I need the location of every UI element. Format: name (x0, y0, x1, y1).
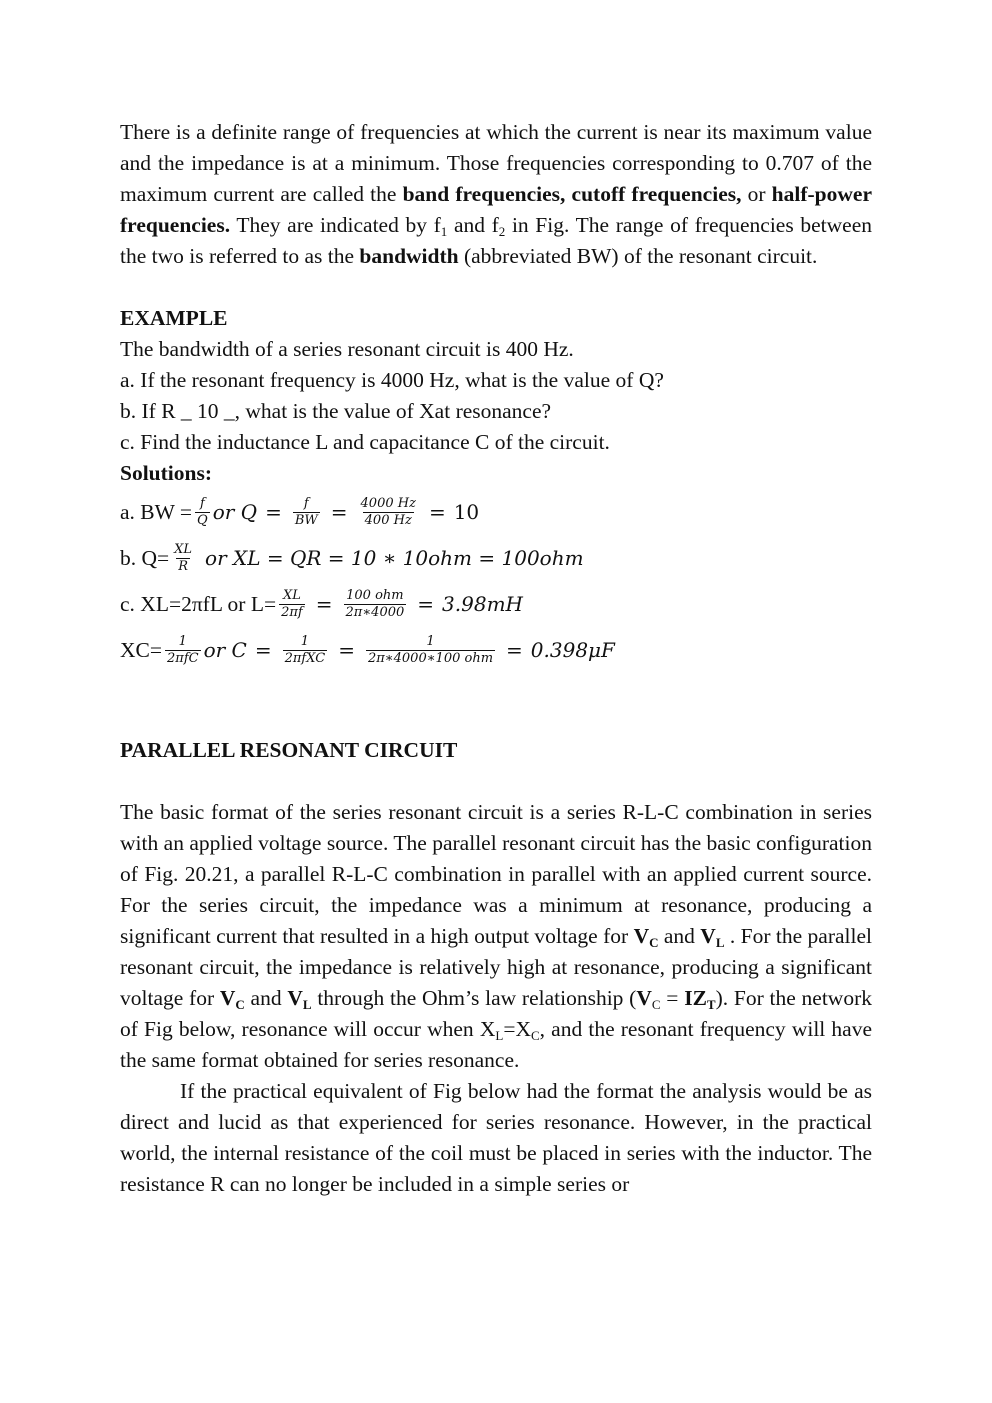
equals-sign: = (417, 592, 435, 616)
equals-sign: = (338, 638, 355, 662)
example-line: b. If R _ 10 _, what is the value of Xat resonance? (120, 399, 552, 423)
numerator: 1 (426, 633, 435, 649)
math-text: or Q (212, 500, 258, 524)
solution-label: c. XL=2πfL or L= (120, 591, 277, 616)
numerator: 1 (300, 633, 310, 649)
text-run: (abbreviated BW) of the resonant circuit. (458, 244, 818, 268)
denominator: R (178, 558, 188, 574)
math-text: or C (203, 638, 247, 662)
solutions-heading: Solutions: (120, 461, 213, 485)
subscript: T (706, 997, 716, 1012)
symbol: V (700, 924, 716, 948)
subscript: 1 (440, 224, 448, 239)
subscript: C (235, 997, 245, 1012)
denominator: 400 Hz (364, 512, 412, 528)
numerator: f (303, 495, 309, 511)
numerator: 100 ohm (346, 587, 404, 603)
bold-term: half-power frequencies. (120, 182, 872, 237)
text-run: = (660, 986, 685, 1010)
document-page (120, 117, 872, 1200)
fraction (172, 542, 194, 575)
solution-b (120, 535, 872, 581)
denominator: 2πfC (167, 650, 199, 666)
symbol: IZ (684, 986, 707, 1010)
example-line: The bandwidth of a series resonant circuit is 400 Hz. (120, 337, 574, 361)
subscript: 2 (498, 224, 506, 239)
fraction (366, 634, 495, 667)
solution-label: XC= (120, 637, 162, 662)
solution-a (120, 489, 872, 535)
text-run: The basic format of the series resonant circuit is a series R-L-C combination in series with an applied voltage source. The parallel resonant circuit has the basic configuration of Fig. 20.21, a parallel R-L-C combination in parallel with an applied current source. For the series circuit, the impedance was a minimum at resonance, producing a significant current that resulted in a high output voltage for (120, 800, 872, 948)
denominator: 2π∗4000 (345, 604, 405, 620)
text-run: . For the parallel resonant circuit, the impedance is relatively high at resonance, producing a significant voltage for (120, 924, 872, 1010)
fraction (195, 496, 210, 529)
fraction (283, 634, 328, 667)
fraction (165, 634, 201, 667)
denominator: Q (197, 512, 208, 528)
example-line: c. Find the inductance L and capacitance C of the circuit. (120, 430, 610, 454)
denominator: 2πfXC (284, 650, 326, 666)
numerator: XL (174, 541, 193, 557)
subscript: L (715, 935, 725, 950)
intro-paragraph (120, 117, 872, 272)
subscript: L (302, 997, 312, 1012)
denominator: 2π∗4000∗100 ohm (367, 650, 494, 666)
subscript: L (495, 1028, 504, 1043)
text-run: and (658, 924, 701, 948)
bold-term: band frequencies, cutoff frequencies, (402, 182, 742, 206)
math-result: 10 (453, 500, 480, 524)
text-run: There is a definite range of frequencies at which the current is near its maximum value and the impedance is at a minimum. Those frequencies corresponding to 0.707 of the maximum current are called the (120, 120, 872, 206)
subscript: C (530, 1028, 540, 1043)
fraction (359, 496, 418, 529)
text-run: =X (503, 1017, 531, 1041)
text-run: and f (447, 213, 499, 237)
parallel-paragraph (120, 797, 872, 1076)
math-result: 0.398μF (530, 638, 615, 662)
text-run: through the Ohm’s law relationship ( (311, 986, 637, 1010)
solution-label: a. BW = (120, 499, 193, 524)
math-result: 3.98mH (442, 592, 523, 616)
numerator: 4000 Hz (360, 495, 416, 511)
equals-sign: = (506, 638, 523, 662)
subscript: C (649, 935, 659, 950)
symbol: V (219, 986, 236, 1010)
solution-d (120, 627, 872, 673)
subscript: C (651, 997, 661, 1012)
numerator: f (199, 495, 205, 511)
text-run: ). For the network of Fig below, resonance will occur when X (120, 986, 872, 1041)
fraction (279, 588, 305, 621)
solution-label: b. Q= (120, 545, 170, 570)
solution-c (120, 581, 872, 627)
denominator: 2πf (281, 604, 303, 620)
example-line: a. If the resonant frequency is 4000 Hz, what is the value of Q? (120, 368, 664, 392)
practical-paragraph: If the practical equivalent of Fig below had the format the analysis would be as direct and lucid as that experienced for series resonance. However, in the practical world, the internal resistance of the coil must be placed in series with the inductor. The resistance R can no longer be included in a simple series or (120, 1079, 872, 1196)
numerator: 1 (178, 633, 187, 649)
symbol: V (636, 986, 652, 1010)
fraction (344, 588, 407, 621)
section-heading: PARALLEL RESONANT CIRCUIT (120, 738, 458, 762)
fraction (293, 496, 320, 529)
symbol: V (633, 924, 650, 948)
text-run: and (244, 986, 288, 1010)
bold-term: bandwidth (359, 244, 459, 268)
equals-sign: = (254, 638, 272, 662)
symbol: V (287, 986, 303, 1010)
equals-sign: = (330, 500, 348, 524)
equals-sign: = (315, 592, 333, 616)
text-run: , and the resonant frequency will have the same format obtained for series resonance. (120, 1017, 872, 1072)
equals-sign: = (265, 500, 282, 524)
text-run: They are indicated by f (230, 213, 441, 237)
math-text: or XL = QR = 10 ∗ 10ohm = 100ohm (205, 546, 584, 570)
text-run: or (741, 182, 772, 206)
text-run: in Fig. The range of frequencies between the two is referred to as the (120, 213, 872, 268)
denominator: BW (294, 512, 318, 528)
example-heading: EXAMPLE (120, 306, 228, 330)
numerator: XL (282, 587, 301, 603)
equals-sign: = (428, 500, 446, 524)
